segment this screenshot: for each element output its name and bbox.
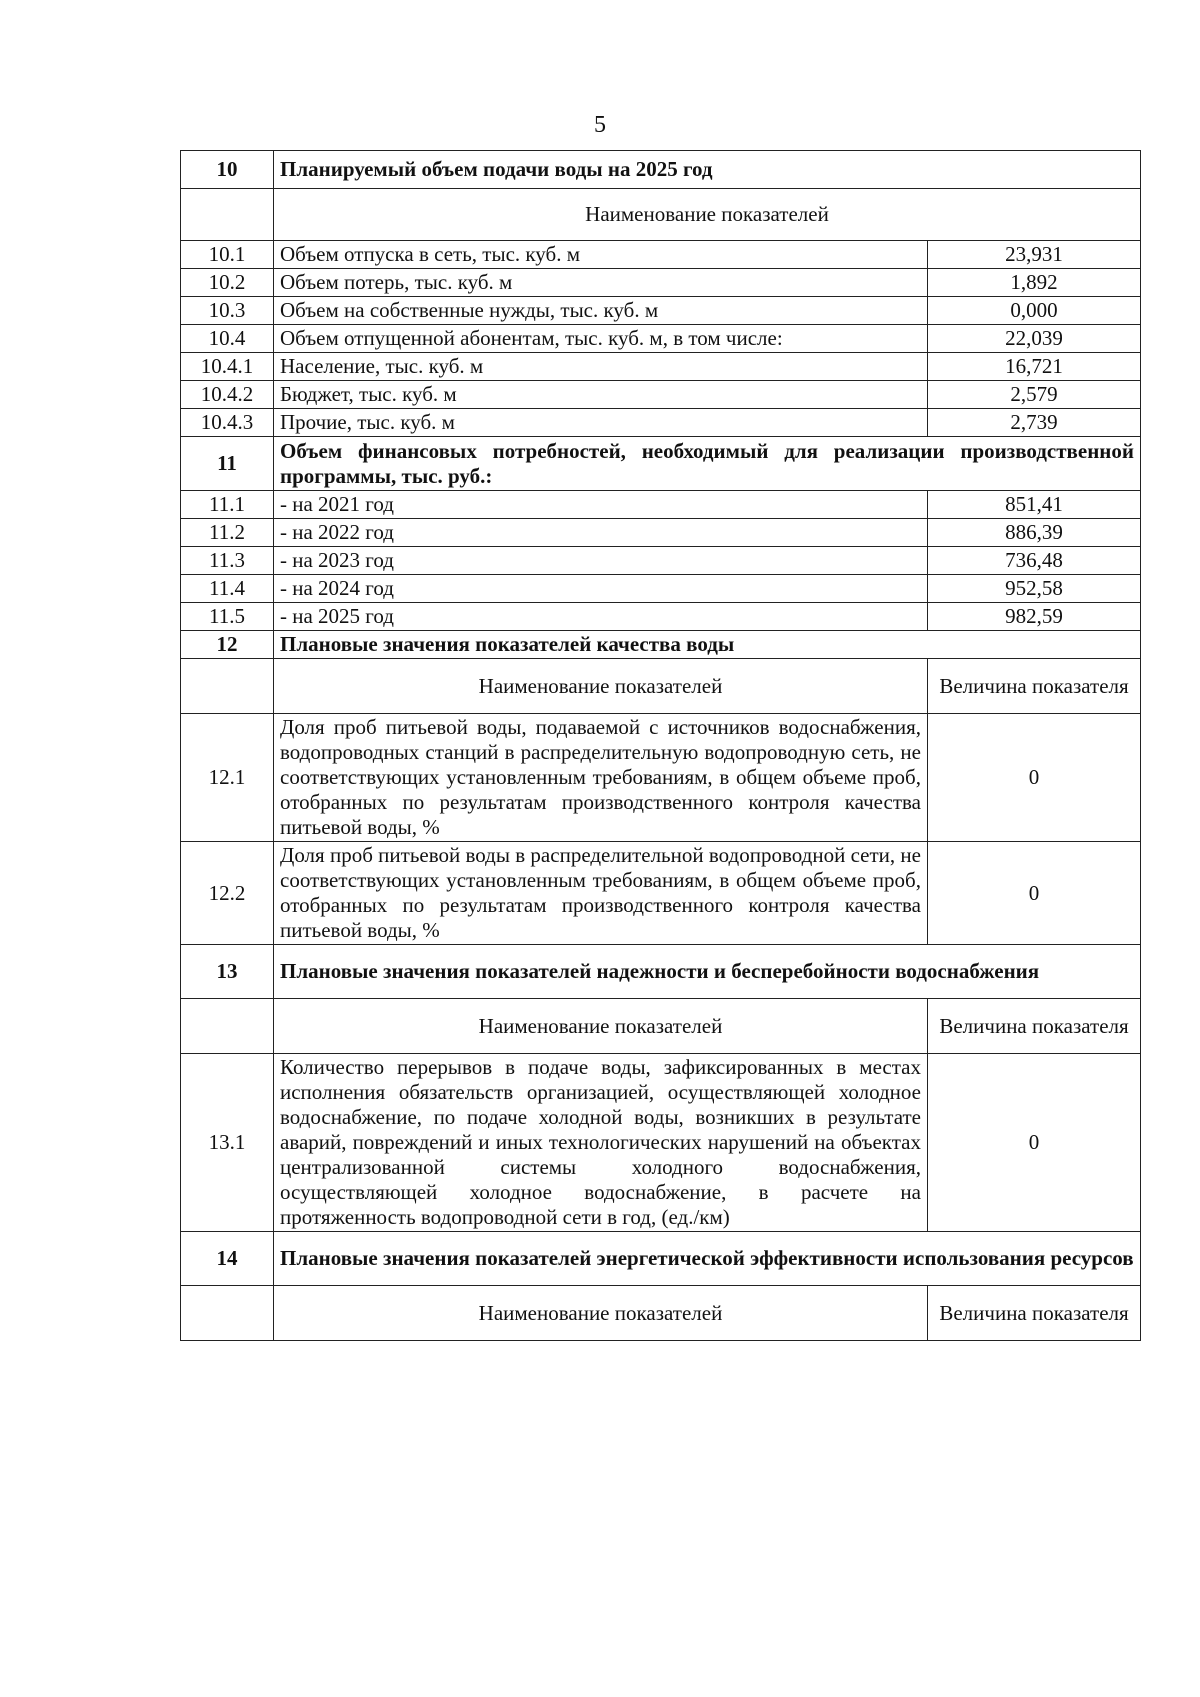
- row-number: 10.2: [181, 269, 274, 297]
- row-value: 851,41: [928, 491, 1141, 519]
- row-number: 10.1: [181, 241, 274, 269]
- row-name: Объем потерь, тыс. куб. м: [274, 269, 928, 297]
- header-indicator-value: Величина показателя: [928, 659, 1141, 714]
- table-header-row: [181, 189, 1141, 241]
- header-indicator-name: Наименование показателей: [274, 999, 928, 1054]
- section-number: 11: [181, 437, 274, 491]
- row-name: Количество перерывов в подаче воды, зафиксированных в местах исполнения обязательств организацией, осуществляющей холодное водоснабжение, по подаче холодной воды, возникших в результате аварий, повреждений и иных технологических нарушений на объектах централизованной системы холодного водоснабжения, осуществляющей холодное водоснабжение, в расчете на протяженность водопроводной сети в год, (ед./км): [274, 1054, 928, 1232]
- row-value: 2,579: [928, 381, 1141, 409]
- row-name: Население, тыс. куб. м: [274, 353, 928, 381]
- section-14-row: [181, 1232, 1141, 1286]
- section-number: 12: [181, 631, 274, 659]
- section-12-row: [181, 631, 1141, 659]
- table-header-row: [181, 1286, 1141, 1341]
- row-value: 1,892: [928, 269, 1141, 297]
- program-table: [180, 150, 1141, 1341]
- row-value: 23,931: [928, 241, 1141, 269]
- table-row: [181, 381, 1141, 409]
- header-indicator-value: Величина показателя: [928, 1286, 1141, 1341]
- row-value: 952,58: [928, 575, 1141, 603]
- row-value: 982,59: [928, 603, 1141, 631]
- header-indicator-name: Наименование показателей: [274, 1286, 928, 1341]
- section-number: 14: [181, 1232, 274, 1286]
- row-value: 0: [928, 842, 1141, 945]
- row-number: 10.4.3: [181, 409, 274, 437]
- table-row: [181, 519, 1141, 547]
- row-number: 10.3: [181, 297, 274, 325]
- row-number: 10.4.2: [181, 381, 274, 409]
- page-number: 5: [594, 112, 606, 138]
- row-number: 12.1: [181, 714, 274, 842]
- section-title: Плановые значения показателей энергетической эффективности использования ресурсов: [274, 1232, 1141, 1286]
- row-value: 0: [928, 714, 1141, 842]
- header-indicator-value: Величина показателя: [928, 999, 1141, 1054]
- row-number: 13.1: [181, 1054, 274, 1232]
- table-row: [181, 714, 1141, 842]
- row-name: - на 2024 год: [274, 575, 928, 603]
- table-row: [181, 575, 1141, 603]
- table-row: [181, 325, 1141, 353]
- row-number: 11.5: [181, 603, 274, 631]
- section-title: Объем финансовых потребностей, необходимый для реализации производственной программы, тыс. руб.:: [274, 437, 1141, 491]
- table-row: [181, 269, 1141, 297]
- section-number: 10: [181, 151, 274, 189]
- header-indicator-name: Наименование показателей: [274, 659, 928, 714]
- section-title: Плановые значения показателей качества воды: [274, 631, 1141, 659]
- row-name: Объем отпуска в сеть, тыс. куб. м: [274, 241, 928, 269]
- section-10-row: [181, 151, 1141, 189]
- section-title: Плановые значения показателей надежности и бесперебойности водоснабжения: [274, 945, 1141, 999]
- row-name: Прочие, тыс. куб. м: [274, 409, 928, 437]
- row-value: 0: [928, 1054, 1141, 1232]
- table-row: [181, 297, 1141, 325]
- row-name: Доля проб питьевой воды в распределительной водопроводной сети, не соответствующих установленным требованиям, в общем объеме проб, отобранных по результатам производственного контроля качества питьевой воды, %: [274, 842, 928, 945]
- table-row: [181, 491, 1141, 519]
- table-header-row: [181, 999, 1141, 1054]
- header-indicator-name: Наименование показателей: [274, 189, 1141, 241]
- row-number: 11.4: [181, 575, 274, 603]
- table-row: [181, 1054, 1141, 1232]
- row-number: 11.3: [181, 547, 274, 575]
- row-number: 10.4.1: [181, 353, 274, 381]
- row-value: 736,48: [928, 547, 1141, 575]
- row-value: 886,39: [928, 519, 1141, 547]
- section-11-row: [181, 437, 1141, 491]
- row-number: 11.2: [181, 519, 274, 547]
- row-value: 22,039: [928, 325, 1141, 353]
- row-name: - на 2022 год: [274, 519, 928, 547]
- table-row: [181, 353, 1141, 381]
- row-name: - на 2025 год: [274, 603, 928, 631]
- row-name: - на 2023 год: [274, 547, 928, 575]
- section-title: Планируемый объем подачи воды на 2025 год: [274, 151, 1141, 189]
- table-row: [181, 547, 1141, 575]
- row-name: - на 2021 год: [274, 491, 928, 519]
- row-name: Объем на собственные нужды, тыс. куб. м: [274, 297, 928, 325]
- row-name: Бюджет, тыс. куб. м: [274, 381, 928, 409]
- section-13-row: [181, 945, 1141, 999]
- row-value: 2,739: [928, 409, 1141, 437]
- row-name: Доля проб питьевой воды, подаваемой с источников водоснабжения, водопроводных станций в распределительную водопроводную сеть, не соответствующих установленным требованиям, в общем объеме проб, отобранных по результатам производственного контроля качества питьевой воды, %: [274, 714, 928, 842]
- table-row: [181, 409, 1141, 437]
- table-row: [181, 241, 1141, 269]
- row-value: 16,721: [928, 353, 1141, 381]
- row-value: 0,000: [928, 297, 1141, 325]
- table-header-row: [181, 659, 1141, 714]
- section-number: 13: [181, 945, 274, 999]
- row-number: 12.2: [181, 842, 274, 945]
- row-number: 11.1: [181, 491, 274, 519]
- row-name: Объем отпущенной абонентам, тыс. куб. м, в том числе:: [274, 325, 928, 353]
- table-row: [181, 603, 1141, 631]
- table-row: [181, 842, 1141, 945]
- row-number: 10.4: [181, 325, 274, 353]
